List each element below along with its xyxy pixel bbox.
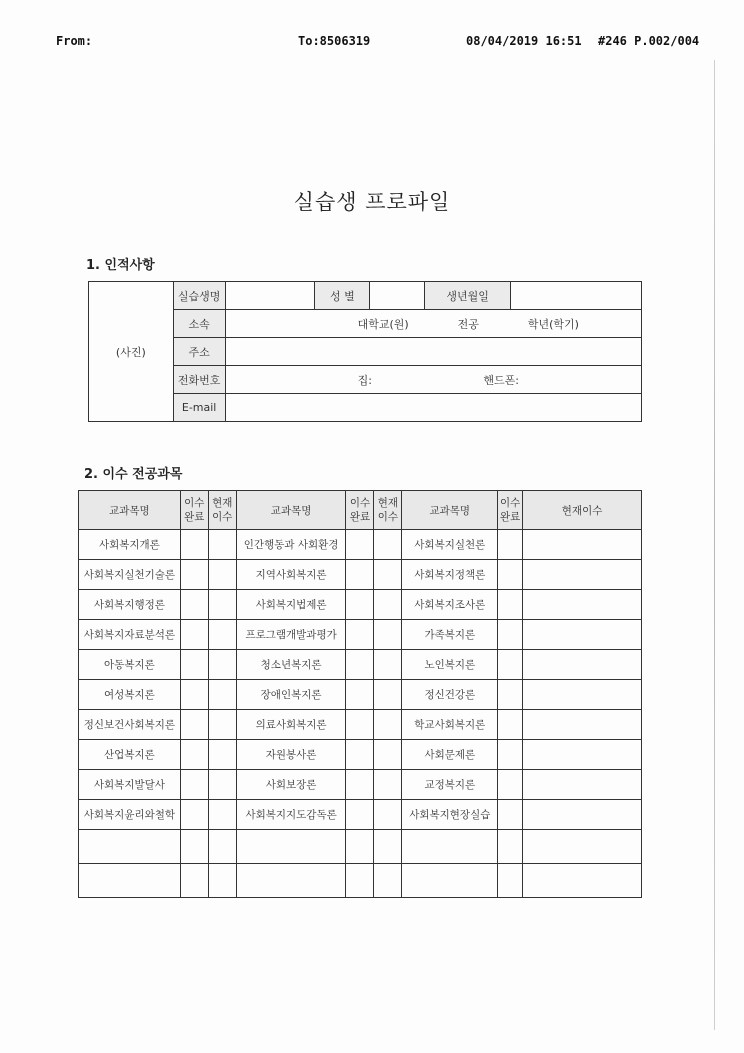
- university-text: 대학교(원): [357, 317, 409, 331]
- course-name: 사회복지정책론: [402, 560, 498, 590]
- completed-checkbox[interactable]: [498, 710, 523, 740]
- table-row: [79, 770, 642, 800]
- completed-checkbox[interactable]: [346, 680, 374, 710]
- fax-page: #246 P.002/004: [598, 34, 700, 48]
- course-name: 사회복지조사론: [402, 590, 498, 620]
- completed-checkbox[interactable]: [180, 590, 208, 620]
- current-checkbox[interactable]: [208, 530, 236, 560]
- completed-header: [180, 491, 208, 530]
- course-name: 의료사회복지론: [236, 710, 346, 740]
- current-checkbox[interactable]: [523, 590, 642, 620]
- course-name: 아동복지론: [79, 650, 181, 680]
- completed-checkbox[interactable]: [180, 560, 208, 590]
- completed-checkbox[interactable]: [498, 530, 523, 560]
- current-checkbox[interactable]: [208, 680, 236, 710]
- home-phone-text: 집:: [357, 373, 372, 387]
- course-name: [236, 864, 346, 898]
- current-checkbox[interactable]: [208, 800, 236, 830]
- current-header: [374, 491, 402, 530]
- table-row: [79, 560, 642, 590]
- current-checkbox[interactable]: [523, 710, 642, 740]
- current-checkbox[interactable]: [523, 770, 642, 800]
- current-header-2: 이수: [377, 511, 399, 523]
- current-checkbox[interactable]: [374, 680, 402, 710]
- current-checkbox[interactable]: [374, 864, 402, 898]
- current-checkbox[interactable]: [374, 740, 402, 770]
- course-name: 사회복지행정론: [79, 590, 181, 620]
- course-name: [79, 864, 181, 898]
- affiliation-label: 소속: [173, 310, 225, 338]
- phone-field[interactable]: [225, 366, 641, 394]
- table-row: [79, 530, 642, 560]
- completed-checkbox[interactable]: [180, 864, 208, 898]
- course-name: 사회복지법제론: [236, 590, 346, 620]
- completed-checkbox[interactable]: [346, 864, 374, 898]
- current-header-1: 현재: [212, 497, 233, 509]
- current-checkbox[interactable]: [374, 650, 402, 680]
- current-checkbox[interactable]: [374, 830, 402, 864]
- course-name: 지역사회복지론: [236, 560, 346, 590]
- section1-title: 1. 인적사항: [86, 258, 155, 273]
- current-checkbox[interactable]: [208, 560, 236, 590]
- course-name: 사회복지실천기술론: [79, 560, 181, 590]
- mobile-phone-text: 핸드폰:: [483, 373, 519, 387]
- birth-label: 생년월일: [425, 282, 511, 310]
- table-row: [79, 830, 642, 864]
- course-name: 사회보장론: [236, 770, 346, 800]
- completed-checkbox[interactable]: [180, 680, 208, 710]
- completed-checkbox[interactable]: [498, 740, 523, 770]
- gender-label: 성 별: [315, 282, 370, 310]
- completed-header-2: 완료: [349, 511, 371, 523]
- course-name: 자원봉사론: [236, 740, 346, 770]
- course-name: 가족복지론: [402, 620, 498, 650]
- current-checkbox[interactable]: [523, 800, 642, 830]
- current-checkbox[interactable]: [523, 530, 642, 560]
- completed-checkbox[interactable]: [346, 710, 374, 740]
- current-checkbox[interactable]: [523, 680, 642, 710]
- completed-checkbox[interactable]: [346, 770, 374, 800]
- course-header: 교과목명: [236, 491, 346, 530]
- course-name: 장애인복지론: [236, 680, 346, 710]
- table-row: [79, 710, 642, 740]
- section2-title: 2. 이수 전공과목: [84, 467, 183, 482]
- completed-checkbox[interactable]: [346, 650, 374, 680]
- current-header-1: 현재: [377, 497, 399, 509]
- course-name: 사회복지발달사: [79, 770, 181, 800]
- completed-checkbox[interactable]: [498, 650, 523, 680]
- completed-checkbox[interactable]: [180, 830, 208, 864]
- fax-header: [0, 34, 744, 54]
- completed-checkbox[interactable]: [346, 560, 374, 590]
- name-label: 실습생명: [173, 282, 225, 310]
- current-checkbox[interactable]: [374, 620, 402, 650]
- course-header: 교과목명: [402, 491, 498, 530]
- completed-checkbox[interactable]: [180, 620, 208, 650]
- current-checkbox[interactable]: [208, 770, 236, 800]
- table-row: [79, 620, 642, 650]
- current-header: [208, 491, 236, 530]
- phone-label: 전화번호: [173, 366, 225, 394]
- table-row: [79, 590, 642, 620]
- page-title: 실습생 프로파일: [293, 190, 451, 214]
- current-checkbox[interactable]: [208, 864, 236, 898]
- completed-checkbox[interactable]: [180, 650, 208, 680]
- completed-checkbox[interactable]: [498, 800, 523, 830]
- course-name: 사회복지자료분석론: [79, 620, 181, 650]
- current-checkbox[interactable]: [208, 830, 236, 864]
- photo-cell: [89, 282, 174, 422]
- course-name: 교정복지론: [402, 770, 498, 800]
- course-table: [78, 490, 642, 898]
- course-name: 청소년복지론: [236, 650, 346, 680]
- table-row: [79, 650, 642, 680]
- affiliation-field[interactable]: [225, 310, 641, 338]
- course-name: 학교사회복지론: [402, 710, 498, 740]
- completed-checkbox[interactable]: [346, 830, 374, 864]
- current-checkbox[interactable]: [374, 800, 402, 830]
- course-header-row: [79, 491, 642, 530]
- table-row: [79, 800, 642, 830]
- course-name: 정신보건사회복지론: [79, 710, 181, 740]
- course-name: [402, 830, 498, 864]
- course-name: 사회복지현장실습: [402, 800, 498, 830]
- current-checkbox[interactable]: [374, 590, 402, 620]
- current-checkbox[interactable]: [374, 710, 402, 740]
- completed-checkbox[interactable]: [498, 620, 523, 650]
- current-checkbox[interactable]: [523, 830, 642, 864]
- birth-field[interactable]: [511, 282, 642, 310]
- completed-checkbox[interactable]: [498, 560, 523, 590]
- current-checkbox[interactable]: [208, 710, 236, 740]
- current-checkbox[interactable]: [523, 650, 642, 680]
- course-name: 프로그램개발과평가: [236, 620, 346, 650]
- address-field[interactable]: [225, 338, 641, 366]
- course-name: 사회복지지도감독론: [236, 800, 346, 830]
- current-checkbox[interactable]: [374, 560, 402, 590]
- completed-header: [346, 491, 374, 530]
- completed-checkbox[interactable]: [498, 864, 523, 898]
- address-label: 주소: [173, 338, 225, 366]
- course-name: [236, 830, 346, 864]
- name-field[interactable]: [225, 282, 315, 310]
- email-field[interactable]: [225, 394, 641, 422]
- course-name: [402, 864, 498, 898]
- completed-checkbox[interactable]: [498, 590, 523, 620]
- course-body: [79, 530, 642, 898]
- current-header-2: 이수: [212, 511, 233, 523]
- course-name: 여성복지론: [79, 680, 181, 710]
- completed-checkbox[interactable]: [346, 620, 374, 650]
- completed-header: [498, 491, 523, 530]
- course-name: 노인복지론: [402, 650, 498, 680]
- course-name: 정신건강론: [402, 680, 498, 710]
- completed-checkbox[interactable]: [346, 530, 374, 560]
- course-name: 사회문제론: [402, 740, 498, 770]
- course-name: 사회복지개론: [79, 530, 181, 560]
- fax-datetime: 08/04/2019 16:51: [466, 34, 582, 48]
- personal-info-table: [88, 281, 642, 422]
- completed-checkbox[interactable]: [346, 740, 374, 770]
- completed-header-1: 이수: [500, 497, 521, 509]
- current-checkbox[interactable]: [208, 620, 236, 650]
- completed-checkbox[interactable]: [180, 770, 208, 800]
- completed-checkbox[interactable]: [346, 590, 374, 620]
- course-name: 산업복지론: [79, 740, 181, 770]
- current-checkbox[interactable]: [523, 620, 642, 650]
- course-name: [79, 830, 181, 864]
- table-row: [79, 864, 642, 898]
- table-row: [79, 740, 642, 770]
- current-checkbox[interactable]: [208, 650, 236, 680]
- completed-header-1: 이수: [184, 497, 205, 509]
- current-full-header: 현재이수: [523, 491, 642, 530]
- gender-field[interactable]: [370, 282, 425, 310]
- completed-header-2: 완료: [184, 511, 205, 523]
- current-checkbox[interactable]: [374, 770, 402, 800]
- current-checkbox[interactable]: [523, 740, 642, 770]
- completed-checkbox[interactable]: [180, 800, 208, 830]
- current-checkbox[interactable]: [523, 560, 642, 590]
- current-checkbox[interactable]: [374, 530, 402, 560]
- course-header: 교과목명: [79, 491, 181, 530]
- course-name: 인간행동과 사회환경: [236, 530, 346, 560]
- table-row: [79, 680, 642, 710]
- current-checkbox[interactable]: [208, 590, 236, 620]
- completed-checkbox[interactable]: [180, 530, 208, 560]
- fax-to: To:8506319: [298, 34, 371, 48]
- current-checkbox[interactable]: [523, 864, 642, 898]
- completed-checkbox[interactable]: [180, 710, 208, 740]
- current-checkbox[interactable]: [208, 740, 236, 770]
- course-name: 사회복지윤리와철학: [79, 800, 181, 830]
- completed-checkbox[interactable]: [498, 680, 523, 710]
- photo-label: (사진): [115, 345, 146, 359]
- completed-checkbox[interactable]: [498, 770, 523, 800]
- email-label: E-mail: [173, 394, 225, 422]
- completed-header-2: 완료: [500, 511, 521, 523]
- completed-header-1: 이수: [349, 497, 371, 509]
- fax-from: From:: [56, 34, 93, 48]
- course-name: 사회복지실천론: [402, 530, 498, 560]
- completed-checkbox[interactable]: [346, 800, 374, 830]
- completed-checkbox[interactable]: [180, 740, 208, 770]
- grade-text: 학년(학기): [527, 317, 579, 331]
- major-text: 전공: [457, 317, 479, 331]
- completed-checkbox[interactable]: [498, 830, 523, 864]
